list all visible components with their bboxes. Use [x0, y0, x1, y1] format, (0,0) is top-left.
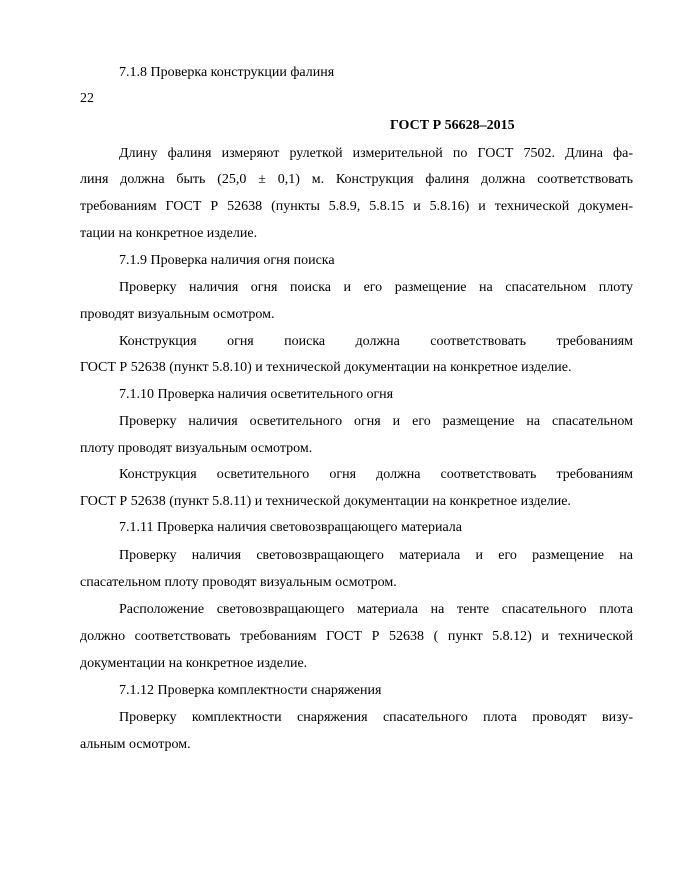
paragraph-line: ГОСТ Р 52638 (пункт 5.8.10) и технической документации на конкретное изделие.: [80, 360, 572, 375]
paragraph-line: должно соответствовать требованиям ГОСТ Р 52638 ( пункт 5.8.12) и технической: [80, 629, 633, 644]
paragraph-line: Конструкция огня поиска должна соответствовать требованиям: [119, 334, 633, 349]
paragraph-line: плоту проводят визуальным осмотром.: [80, 441, 313, 456]
paragraph-line: Проверку наличия огня поиска и его размещение на спасательном плоту: [119, 280, 633, 295]
page-number: 22: [80, 91, 94, 106]
section-heading-7-1-9: 7.1.9 Проверка наличия огня поиска: [119, 253, 335, 268]
paragraph-line: Проверку комплектности снаряжения спасательного плота проводят визу-: [119, 710, 633, 725]
paragraph-line: тации на конкретное изделие.: [80, 226, 258, 241]
section-heading-7-1-8: 7.1.8 Проверка конструкции фалиня: [119, 65, 335, 80]
paragraph-line: Длину фалиня измеряют рулеткой измерительной по ГОСТ 7502. Длина фа-: [119, 146, 633, 161]
paragraph-line: Проверку наличия световозвращающего материала и его размещение на: [119, 548, 633, 563]
section-heading-7-1-10: 7.1.10 Проверка наличия осветительного огня: [119, 387, 394, 402]
section-heading-7-1-12: 7.1.12 Проверка комплектности снаряжения: [119, 683, 382, 698]
paragraph-line: Расположение световозвращающего материала на тенте спасательного плота: [119, 602, 633, 617]
paragraph-line: ГОСТ Р 52638 (пункт 5.8.11) и технической документации на конкретное изделие.: [80, 494, 571, 509]
paragraph-line: документации на конкретное изделие.: [80, 656, 308, 671]
paragraph-line: спасательном плоту проводят визуальным осмотром.: [80, 575, 397, 590]
paragraph-line: требованиям ГОСТ Р 52638 (пункты 5.8.9, 5.8.15 и 5.8.16) и технической докумен-: [80, 199, 633, 214]
section-heading-7-1-11: 7.1.11 Проверка наличия световозвращающего материала: [119, 520, 462, 535]
paragraph-line: альным осмотром.: [80, 737, 191, 752]
paragraph-line: линя должна быть (25,0 ± 0,1) м. Конструкция фалиня должна соответствовать: [80, 172, 633, 187]
paragraph-line: Конструкция осветительного огня должна соответствовать требованиям: [119, 467, 633, 482]
paragraph-line: проводят визуальным осмотром.: [80, 307, 275, 322]
document-header: ГОСТ Р 56628–2015: [390, 118, 515, 133]
paragraph-line: Проверку наличия осветительного огня и его размещение на спасательном: [119, 414, 633, 429]
